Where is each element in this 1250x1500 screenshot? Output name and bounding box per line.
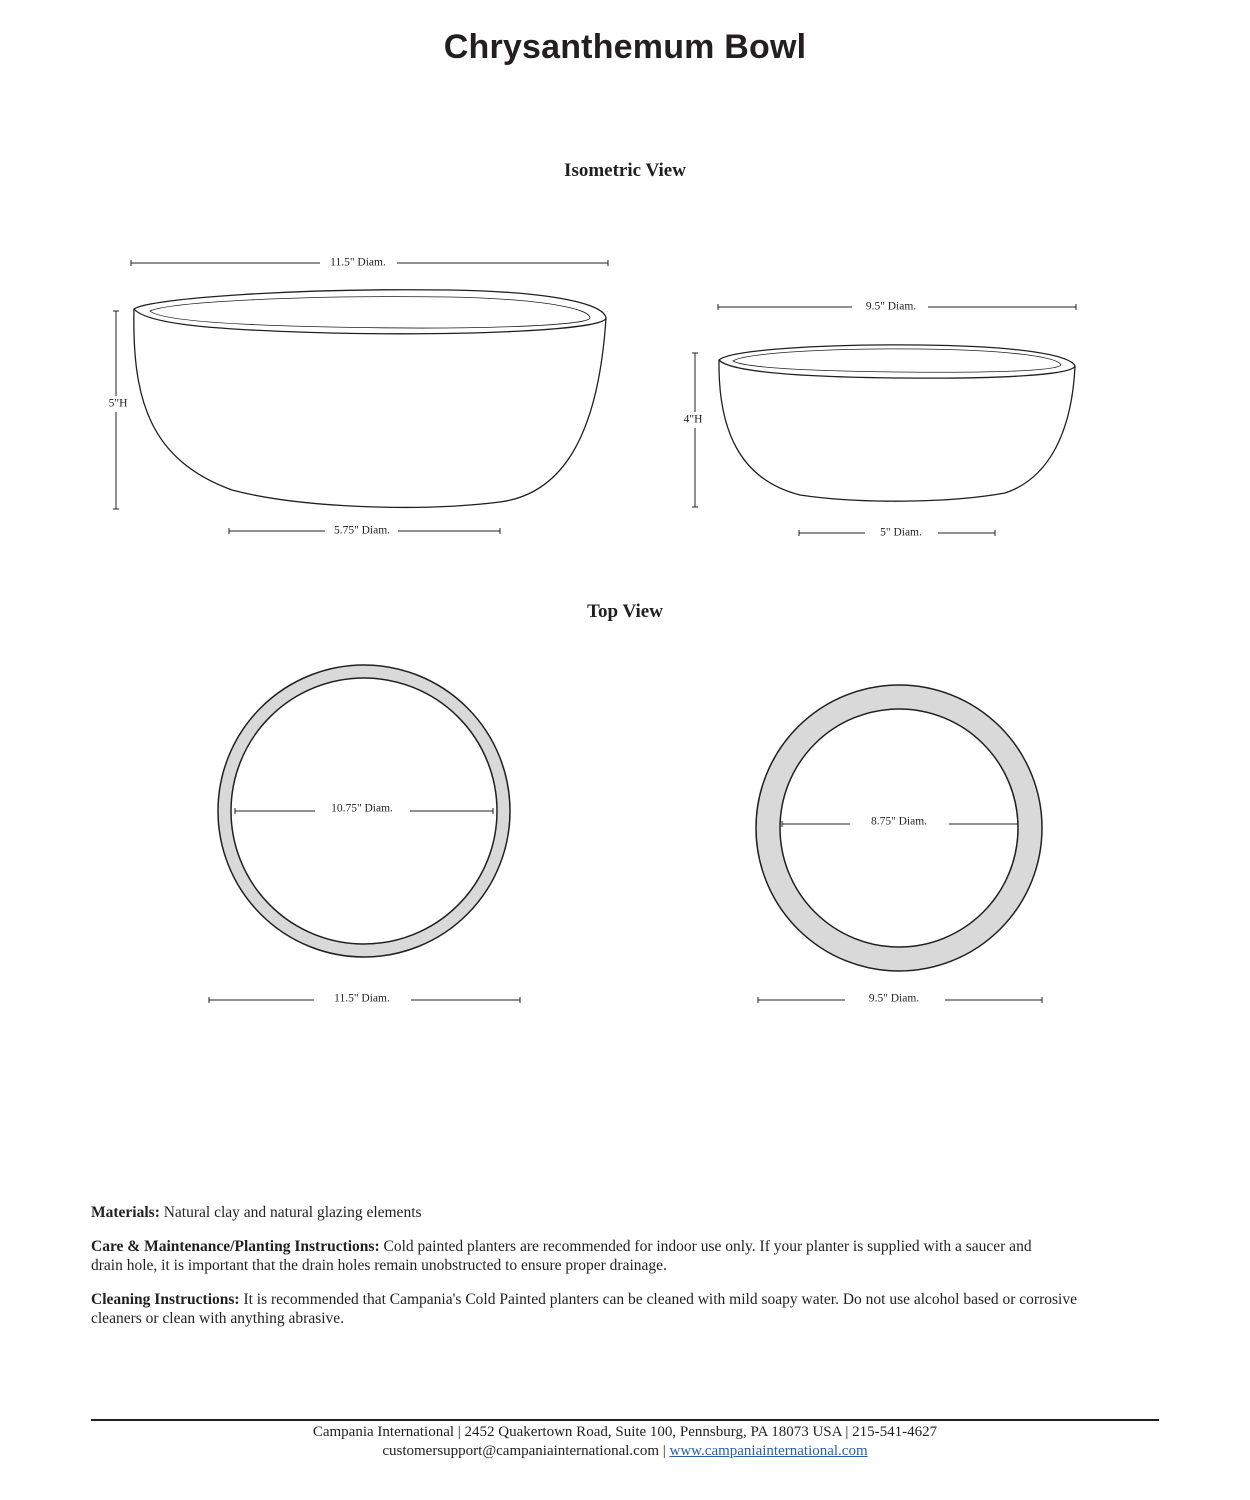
large-height-label: 5"H xyxy=(108,397,128,410)
footer-contact xyxy=(0,1443,1250,1460)
small-outer-diam-label: 9.5" Diam. xyxy=(868,992,920,1005)
large-outer-diam-label: 11.5" Diam. xyxy=(334,992,390,1005)
large-bowl-rim-inner xyxy=(150,297,590,328)
small-inner-diam-label: 8.75" Diam. xyxy=(870,815,928,828)
small-height-label: 4"H xyxy=(683,413,703,426)
materials-note xyxy=(91,1203,1111,1222)
top-view-heading: Top View xyxy=(587,601,663,622)
materials-text: Natural clay and natural glazing elements xyxy=(163,1204,422,1221)
large-base-diam-label: 5.75" Diam. xyxy=(333,524,391,537)
isometric-view-heading: Isometric View xyxy=(564,160,686,181)
large-top-diam-label: 11.5" Diam. xyxy=(330,256,386,269)
footer-separator: | xyxy=(662,1443,666,1459)
page-title: Chrysanthemum Bowl xyxy=(443,28,807,66)
small-bowl-inner xyxy=(780,709,1018,947)
care-label: Care & Maintenance/Planting Instructions: xyxy=(91,1238,380,1255)
footer-divider xyxy=(91,1419,1159,1421)
small-bowl-rim-outer xyxy=(719,345,1075,378)
cleaning-note xyxy=(91,1290,1111,1328)
materials-label: Materials: xyxy=(91,1204,160,1221)
large-bowl-body xyxy=(134,309,606,507)
footer-email: customersupport@campaniainternational.com xyxy=(382,1443,659,1459)
cleaning-text: It is recommended that Campania's Cold Painted planters can be cleaned with mild soapy water. Do not use alcohol based or corrosive cleaners or clean with anything abrasive. xyxy=(91,1291,1077,1327)
care-note xyxy=(91,1237,1051,1275)
small-bowl-body xyxy=(719,360,1075,501)
footer-address: Campania International | 2452 Quakertown Road, Suite 100, Pennsburg, PA 18073 USA | 215-541-4627 xyxy=(312,1424,938,1440)
large-bowl-top-view xyxy=(209,665,520,1003)
small-bowl-rim-inner xyxy=(733,349,1061,372)
cleaning-label: Cleaning Instructions: xyxy=(91,1291,240,1308)
care-text: Cold painted planters are recommended for indoor use only. If your planter is supplied with a saucer and drain hole, it is important that the drain holes remain unobstructed to ensure proper drainage. xyxy=(91,1238,1032,1274)
small-bowl-isometric xyxy=(692,304,1076,536)
small-bowl-top-view xyxy=(756,685,1042,1003)
small-top-diam-label: 9.5" Diam. xyxy=(865,300,917,313)
large-bowl-isometric xyxy=(113,260,608,534)
small-base-diam-label: 5" Diam. xyxy=(880,526,922,539)
large-inner-diam-label: 10.75" Diam. xyxy=(331,802,393,815)
footer-website-link[interactable]: www.campaniainternational.com xyxy=(669,1443,868,1459)
